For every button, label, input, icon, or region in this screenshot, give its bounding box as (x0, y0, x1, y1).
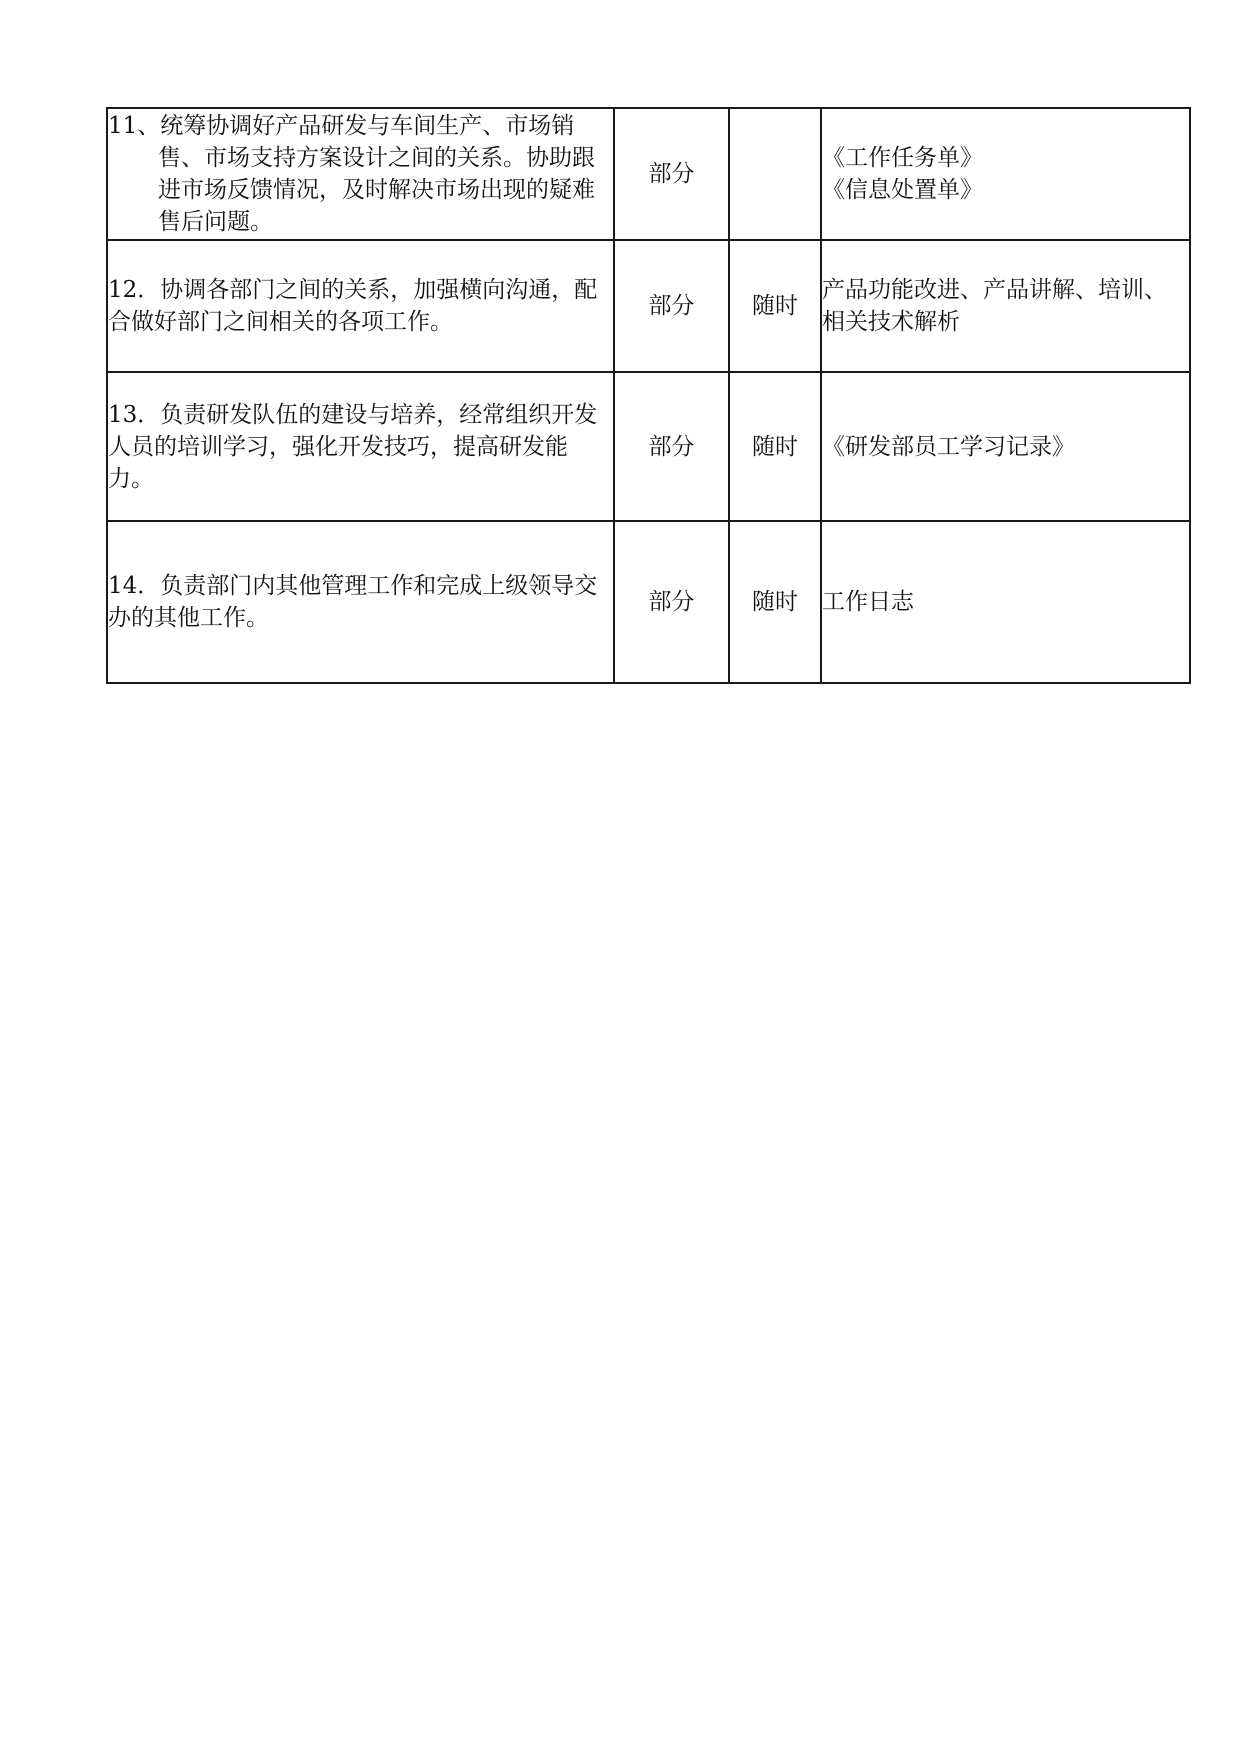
duty-cell (107, 521, 614, 683)
table-row (107, 372, 1190, 521)
record-text: 《信息处置单》 (822, 177, 983, 203)
table-row (107, 240, 1190, 372)
table-row (107, 108, 1190, 240)
duty-cell (107, 240, 614, 372)
record-text: 工作日志 (822, 589, 914, 615)
job-duties-table (106, 107, 1191, 684)
duty-text: 14．负责部门内其他管理工作和完成上级领导交办的其他工作。 (108, 573, 598, 631)
scope-cell: 部分 (614, 521, 729, 683)
time-cell: 随时 (729, 521, 821, 683)
scope-cell: 部分 (614, 108, 729, 240)
table-row (107, 521, 1190, 683)
record-cell (821, 521, 1190, 683)
record-cell (821, 108, 1190, 240)
scope-cell: 部分 (614, 240, 729, 372)
record-cell (821, 240, 1190, 372)
time-cell (729, 108, 821, 240)
record-text: 产品功能改进、产品讲解、培训、相关技术解析 (822, 277, 1167, 335)
duty-text: 13．负责研发队伍的建设与培养，经常组织开发人员的培训学习，强化开发技巧，提高研发能力。 (108, 401, 598, 492)
record-text: 《工作任务单》 (822, 145, 983, 171)
record-text: 《研发部员工学习记录》 (822, 433, 1075, 460)
duty-cell (107, 108, 614, 240)
time-cell: 随时 (729, 240, 821, 372)
duty-text: 12．协调各部门之间的关系，加强横向沟通，配合做好部门之间相关的各项工作。 (108, 277, 598, 335)
time-cell: 随时 (729, 372, 821, 521)
record-cell (821, 372, 1190, 521)
duty-text: 11、统筹协调好产品研发与车间生产、市场销售、市场支持方案设计之间的关系。协助跟进市场反馈情况，及时解决市场出现的疑难售后问题。 (108, 113, 595, 235)
duty-cell (107, 372, 614, 521)
scope-cell: 部分 (614, 372, 729, 521)
